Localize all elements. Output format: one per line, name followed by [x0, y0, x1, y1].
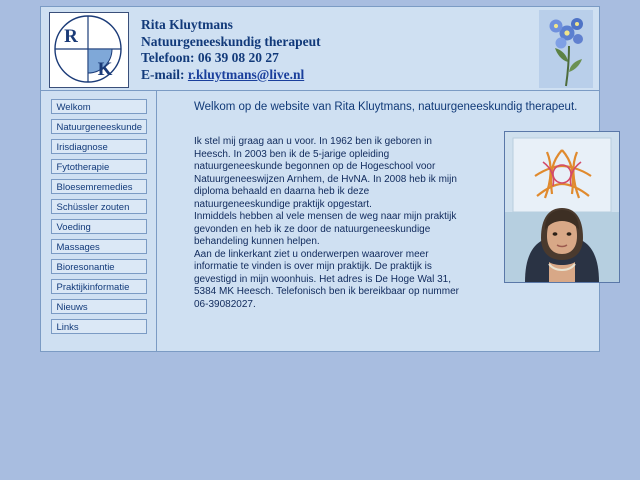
svg-text:R: R [64, 26, 78, 47]
portrait-photo-image [505, 132, 619, 282]
intro-paragraph-3: Aan de linkerkant ziet u onderwerpen waarover meer informatie te vinden is over mijn praktijk. De praktijk is gevestigd in mijn woonhuis. Het adres is De Hoge Wal 31, 5384 MK Heesch. Telefonisch ben ik bereikbaar op nummer 06-39082027. [194, 248, 459, 310]
sidebar-item-fytotherapie[interactable]: Fytotherapie [51, 159, 147, 174]
logo [49, 12, 129, 88]
flower-image [539, 10, 593, 88]
sidebar-item-bloesemremedies[interactable]: Bloesemremedies [51, 179, 147, 194]
sidebar-item-massages[interactable]: Massages [51, 239, 147, 254]
sidebar-item-natuurgeneeskunde[interactable]: Natuurgeneeskunde [51, 119, 147, 134]
svg-text:K: K [97, 59, 113, 80]
intro-text [194, 136, 464, 311]
sidebar-item-voeding[interactable]: Voeding [51, 219, 147, 234]
portrait-photo [504, 131, 620, 283]
sidebar-item-schussler-zouten[interactable]: Schüssler zouten [51, 199, 147, 214]
owner-phone: Telefoon: 06 39 08 20 27 [141, 50, 279, 65]
body-area [41, 91, 599, 351]
sidebar-item-links[interactable]: Links [51, 319, 147, 334]
intro-paragraph-2: Inmiddels hebben al vele mensen de weg naar mijn praktijk gevonden en heb ik ze door de natuurgeneeskundige behandeling kunnen helpen. [194, 211, 457, 247]
email-link[interactable]: r.kluytmans@live.nl [187, 66, 305, 82]
owner-name: Rita Kluytmans [141, 17, 233, 32]
site-page [40, 6, 600, 352]
sidebar-item-irisdiagnose[interactable]: Irisdiagnose [51, 139, 147, 154]
sidebar-nav [41, 91, 157, 351]
site-header [41, 7, 599, 91]
owner-profession: Natuurgeneeskundig therapeut [141, 33, 321, 49]
intro-paragraph-1: Ik stel mij graag aan u voor. In 1962 ben ik geboren in Heesch. In 2003 ben ik de 5-jarige opleiding natuurgeneeskunde begonnen op de Hogeschool voor Natuurgeneeswijzen Arnhem, de HvNA. In 2008 heb ik mijn diploma behaald en daarna heb ik deze natuurgeneeskundige praktijk opgestart. [194, 136, 457, 210]
page-title: Welkom op de website van Rita Kluytmans, natuurgeneeskundig therapeut. [194, 101, 578, 113]
sidebar-item-welkom[interactable]: Welkom [51, 99, 147, 114]
header-contact-block [141, 17, 321, 83]
email-label: E-mail: [141, 66, 188, 82]
blue-flower-icon [539, 10, 593, 88]
sidebar-item-bioresonantie[interactable]: Bioresonantie [51, 259, 147, 274]
main-content [158, 91, 599, 351]
sidebar-item-nieuws[interactable]: Nieuws [51, 299, 147, 314]
owner-email-line [141, 67, 321, 84]
sidebar-item-praktijkinformatie[interactable]: Praktijkinformatie [51, 279, 147, 294]
logo-graphic [50, 13, 126, 85]
